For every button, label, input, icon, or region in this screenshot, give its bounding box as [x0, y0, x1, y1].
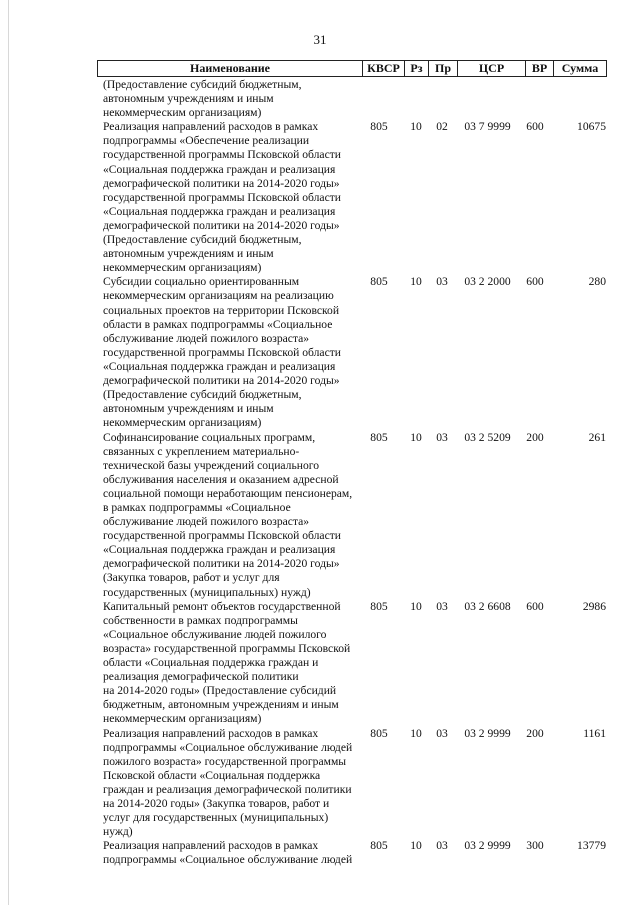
name-line: «Социальная поддержка граждан и реализация	[103, 162, 336, 176]
name-line: услуг для государственных (муниципальных)	[103, 811, 329, 825]
name-line: бюджетным, автономным учреждениям и иным	[103, 698, 339, 712]
row-vr: 300	[526, 839, 544, 853]
name-line: государственных (муниципальных) нужд)	[103, 585, 311, 599]
name-line: обслуживание людей пожилого возраста»	[103, 331, 310, 345]
name-line: автономным учреждениям и иным	[103, 92, 274, 106]
name-line: социальных проектов на территории Псковской	[103, 303, 340, 317]
row-kvsr: 805	[370, 726, 388, 740]
name-line: «Социальная поддержка граждан и реализация	[103, 543, 336, 557]
row-sum: 261	[588, 430, 606, 444]
table-header	[97, 60, 607, 77]
name-line: (Предоставление субсидий бюджетным,	[103, 78, 302, 91]
name-line: некоммерческим организациям)	[103, 106, 262, 120]
header-sum: Сумма	[561, 61, 599, 75]
row-kvsr: 805	[370, 275, 388, 289]
row-sum: 2986	[582, 599, 606, 613]
row-sum: 10675	[577, 120, 606, 134]
name-line: собственности в рамках подпрограммы	[103, 613, 298, 627]
row-pr: 03	[436, 839, 448, 853]
row-name	[103, 431, 365, 600]
name-line: (Предоставление субсидий бюджетным,	[103, 388, 302, 402]
header-pr: Пр	[429, 61, 458, 76]
name-line: Реализация направлений расходов в рамках	[103, 726, 319, 740]
row-vr: 600	[526, 275, 544, 289]
name-line: области «Социальная поддержка граждан и	[103, 656, 319, 670]
name-line: возраста» государственной программы Псковской	[103, 641, 351, 655]
name-line: обслуживания населения и оказанием адресной	[103, 472, 339, 486]
row-rz: 10	[410, 275, 422, 289]
row-vr: 200	[526, 430, 544, 444]
name-line: некоммерческим организациям)	[103, 261, 262, 275]
row-csr: 03 2 9999	[464, 839, 511, 853]
name-line: Софинансирование социальных программ,	[103, 430, 316, 444]
name-line: демографической политики на 2014-2020 годы»	[103, 176, 340, 190]
name-line: Псковской области «Социальная поддержка	[103, 768, 321, 782]
row-kvsr: 805	[370, 599, 388, 613]
row-csr: 03 2 9999	[464, 726, 511, 740]
name-line: обслуживание людей пожилого возраста»	[103, 515, 310, 529]
name-line: (Закупка товаров, работ и услуг для	[103, 571, 280, 585]
name-line: некоммерческим организациям)	[103, 416, 262, 430]
name-line: связанных с укреплением материально-	[103, 444, 300, 458]
header-name: Наименование	[98, 61, 363, 76]
row-csr: 03 2 5209	[464, 430, 511, 444]
name-line: демографической политики на 2014-2020 годы»	[103, 218, 340, 232]
name-line: Реализация направлений расходов в рамках	[103, 120, 319, 134]
name-line: (Предоставление субсидий бюджетным,	[103, 233, 302, 247]
name-line: социальной помощи неработающим пенсионерам,	[103, 486, 353, 500]
row-rz: 10	[410, 599, 422, 613]
row-vr: 600	[526, 120, 544, 134]
row-sum: 13779	[577, 839, 606, 853]
name-line: нужд)	[103, 825, 133, 839]
row-vr: 200	[526, 726, 544, 740]
row-name	[103, 120, 365, 275]
row-kvsr: 805	[370, 839, 388, 853]
name-line: государственной программы Псковской области	[103, 190, 341, 204]
continuation-text	[103, 78, 365, 120]
row-sum: 1161	[583, 726, 606, 740]
row-rz: 10	[410, 726, 422, 740]
row-pr: 03	[436, 275, 448, 289]
name-line: «Социальная поддержка граждан и реализация	[103, 359, 336, 373]
row-pr: 03	[436, 726, 448, 740]
header-vr: ВР	[526, 61, 554, 76]
name-line: подпрограммы «Социальное обслуживание людей	[103, 853, 353, 867]
name-line: на 2014-2020 годы» (Закупка товаров, работ и	[103, 797, 330, 811]
name-line: на 2014-2020 годы» (Предоставление субсидий	[103, 684, 337, 698]
page-number: 31	[313, 32, 327, 47]
row-pr: 03	[436, 430, 448, 444]
row-pr: 03	[436, 599, 448, 613]
row-rz: 10	[410, 839, 422, 853]
name-line: демографической политики на 2014-2020 годы»	[103, 557, 340, 571]
header-kvsr: КВСР	[363, 61, 405, 76]
header-rz: Рз	[405, 61, 429, 76]
name-line: реализация демографической политики	[103, 670, 299, 684]
name-line: технической базы учреждений социального	[103, 458, 320, 472]
row-kvsr: 805	[370, 430, 388, 444]
row-name	[103, 839, 365, 867]
row-csr: 03 2 6608	[464, 599, 511, 613]
name-line: граждан и реализация демографической политики	[103, 782, 352, 796]
name-line: в рамках подпрограммы «Социальное	[103, 500, 291, 514]
name-line: области в рамках подпрограммы «Социальное	[103, 317, 333, 331]
row-csr: 03 2 2000	[464, 275, 511, 289]
row-name	[103, 727, 365, 840]
name-line: государственной программы Псковской области	[103, 148, 341, 162]
name-line: «Социальная поддержка граждан и реализация	[103, 204, 336, 218]
row-pr: 02	[436, 120, 448, 134]
row-name	[103, 600, 365, 727]
name-line: подпрограммы «Обеспечение реализации	[103, 134, 310, 148]
row-sum: 280	[588, 275, 606, 289]
row-kvsr: 805	[370, 120, 388, 134]
name-line: пожилого возраста» государственной программы	[103, 754, 347, 768]
name-line: Субсидии социально ориентированным	[103, 275, 300, 289]
name-line: автономным учреждениям и иным	[103, 247, 274, 261]
scan-edge	[8, 0, 9, 905]
name-line: некоммерческим организациям на реализацию	[103, 289, 334, 303]
row-rz: 10	[410, 120, 422, 134]
name-line: демографической политики на 2014-2020 годы»	[103, 374, 340, 388]
row-rz: 10	[410, 430, 422, 444]
row-name	[103, 275, 365, 430]
name-line: государственной программы Псковской области	[103, 529, 341, 543]
name-line: автономным учреждениям и иным	[103, 402, 274, 416]
row-vr: 600	[526, 599, 544, 613]
row-csr: 03 7 9999	[464, 120, 511, 134]
name-line: Капитальный ремонт объектов государственной	[103, 599, 341, 613]
name-line: государственной программы Псковской области	[103, 345, 341, 359]
name-line: «Социальное обслуживание людей пожилого	[103, 627, 327, 641]
name-line: подпрограммы «Социальное обслуживание людей	[103, 740, 353, 754]
header-csr: ЦСР	[458, 61, 526, 76]
name-line: некоммерческим организациям)	[103, 712, 262, 726]
name-line: Реализация направлений расходов в рамках	[103, 839, 319, 853]
